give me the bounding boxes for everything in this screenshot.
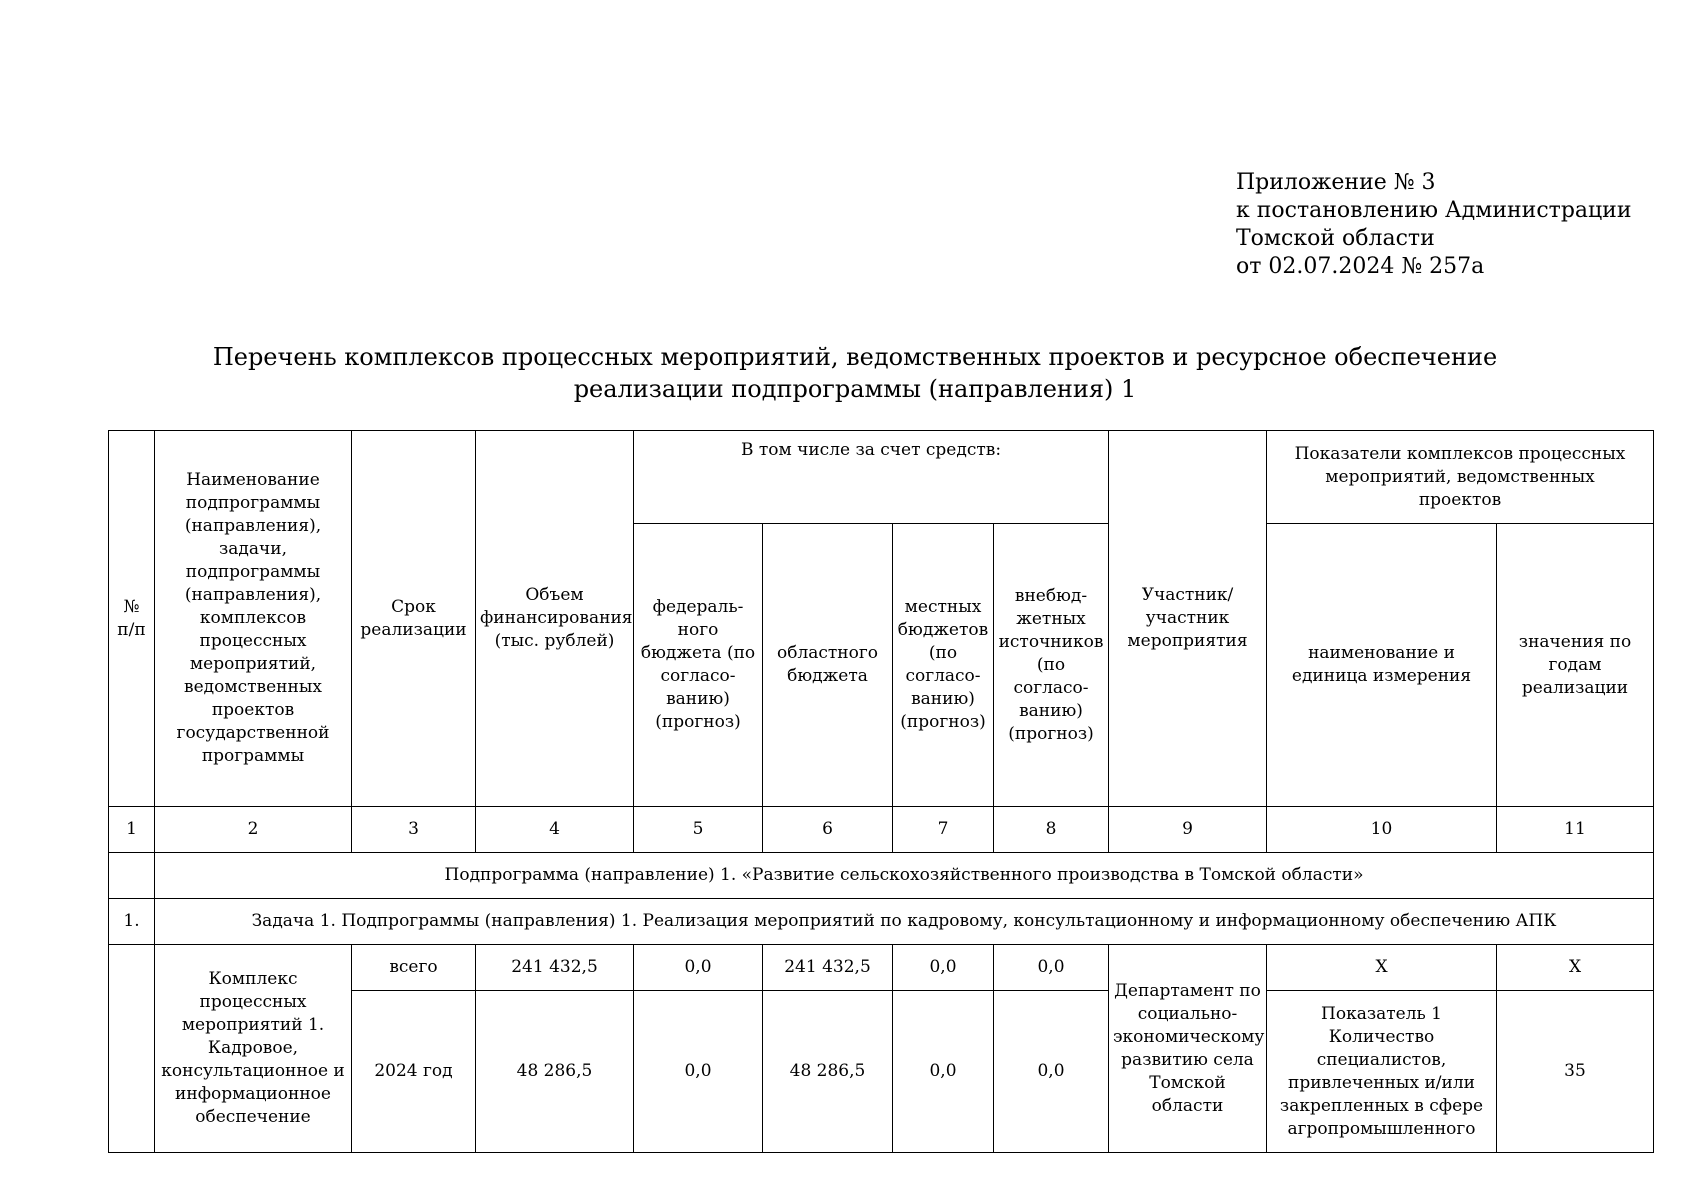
column-number: 9 (1109, 807, 1267, 853)
total-cell: 241 432,5 (476, 945, 634, 991)
extra-cell: 0,0 (994, 945, 1109, 991)
local-cell: 0,0 (893, 991, 994, 1153)
participant-cell: Департамент по социально-экономическому развитию села Томской области (1109, 945, 1267, 1153)
appendix-block (1236, 169, 1632, 281)
regional-cell: 48 286,5 (763, 991, 893, 1153)
header-name: Наименование подпрограммы (направления), задачи, подпрограммы (направления), комплексов процессных мероприятий, ведомственных проектов государственной программы (155, 431, 352, 807)
regional-cell: 241 432,5 (763, 945, 893, 991)
column-numbers-row (109, 807, 1654, 853)
local-cell: 0,0 (893, 945, 994, 991)
complex-num (109, 945, 155, 1153)
period-cell: всего (352, 945, 476, 991)
column-number: 3 (352, 807, 476, 853)
federal-cell: 0,0 (634, 945, 763, 991)
appendix-line: Томской области (1236, 226, 1435, 251)
appendix-line: Приложение № 3 (1236, 170, 1436, 195)
column-number: 2 (155, 807, 352, 853)
header-federal: федераль-ного бюджета (по согласо-ванию) (прогноз) (634, 524, 763, 807)
complex-total-row (109, 945, 1654, 991)
header-row-top (109, 431, 1654, 524)
column-number: 8 (994, 807, 1109, 853)
appendix-line: от 02.07.2024 № 257а (1236, 254, 1485, 279)
task-num: 1. (109, 899, 155, 945)
title-line: Перечень комплексов процессных мероприятий, ведомственных проектов и ресурсное обеспечение (212, 343, 1498, 371)
column-number: 5 (634, 807, 763, 853)
column-number: 7 (893, 807, 994, 853)
extra-cell: 0,0 (994, 991, 1109, 1153)
subprogram-text: Подпрограмма (направление) 1. «Развитие сельскохозяйственного производства в Томской области» (155, 853, 1654, 899)
header-period: Срок реализации (352, 431, 476, 807)
column-number: 1 (109, 807, 155, 853)
document-title (0, 341, 1698, 405)
title-line: реализации подпрограммы (направления) 1 (573, 375, 1137, 403)
column-number: 4 (476, 807, 634, 853)
subprogram-row (109, 853, 1654, 899)
program-table (108, 430, 1654, 1153)
header-indicator-values: значения по годам реализации (1497, 524, 1654, 807)
period-cell: 2024 год (352, 991, 476, 1153)
column-number: 10 (1267, 807, 1497, 853)
header-funds-group: В том числе за счет средств: (634, 431, 1109, 524)
header-regional: областного бюджета (763, 524, 893, 807)
header-num: № п/п (109, 431, 155, 807)
complex-name: Комплекс процессных мероприятий 1. Кадровое, консультационное и информационное обеспечение (155, 945, 352, 1153)
header-extra: внебюд-жетных источников (по согласо-ванию) (прогноз) (994, 524, 1109, 807)
indicator-value-cell: 35 (1497, 991, 1654, 1153)
header-local: местных бюджетов (по согласо-ванию) (прогноз) (893, 524, 994, 807)
federal-cell: 0,0 (634, 991, 763, 1153)
column-number: 11 (1497, 807, 1654, 853)
indicator-cell: Х (1267, 945, 1497, 991)
indicator-cell: Показатель 1 Количество специалистов, привлеченных и/или закрепленных в сфере агропромышленного (1267, 991, 1497, 1153)
task-row (109, 899, 1654, 945)
header-participant: Участник/ участник мероприятия (1109, 431, 1267, 807)
column-number: 6 (763, 807, 893, 853)
header-indicator-name: наименование и единица измерения (1267, 524, 1497, 807)
task-text: Задача 1. Подпрограммы (направления) 1. Реализация мероприятий по кадровому, консультационному и информационному обеспечению АПК (155, 899, 1654, 945)
appendix-line: к постановлению Администрации (1236, 198, 1632, 223)
header-indicators-group: Показатели комплексов процессных мероприятий, ведомственных проектов (1267, 431, 1654, 524)
indicator-value-cell: Х (1497, 945, 1654, 991)
subprogram-num (109, 853, 155, 899)
total-cell: 48 286,5 (476, 991, 634, 1153)
header-funding: Объем финансирования (тыс. рублей) (476, 431, 634, 807)
